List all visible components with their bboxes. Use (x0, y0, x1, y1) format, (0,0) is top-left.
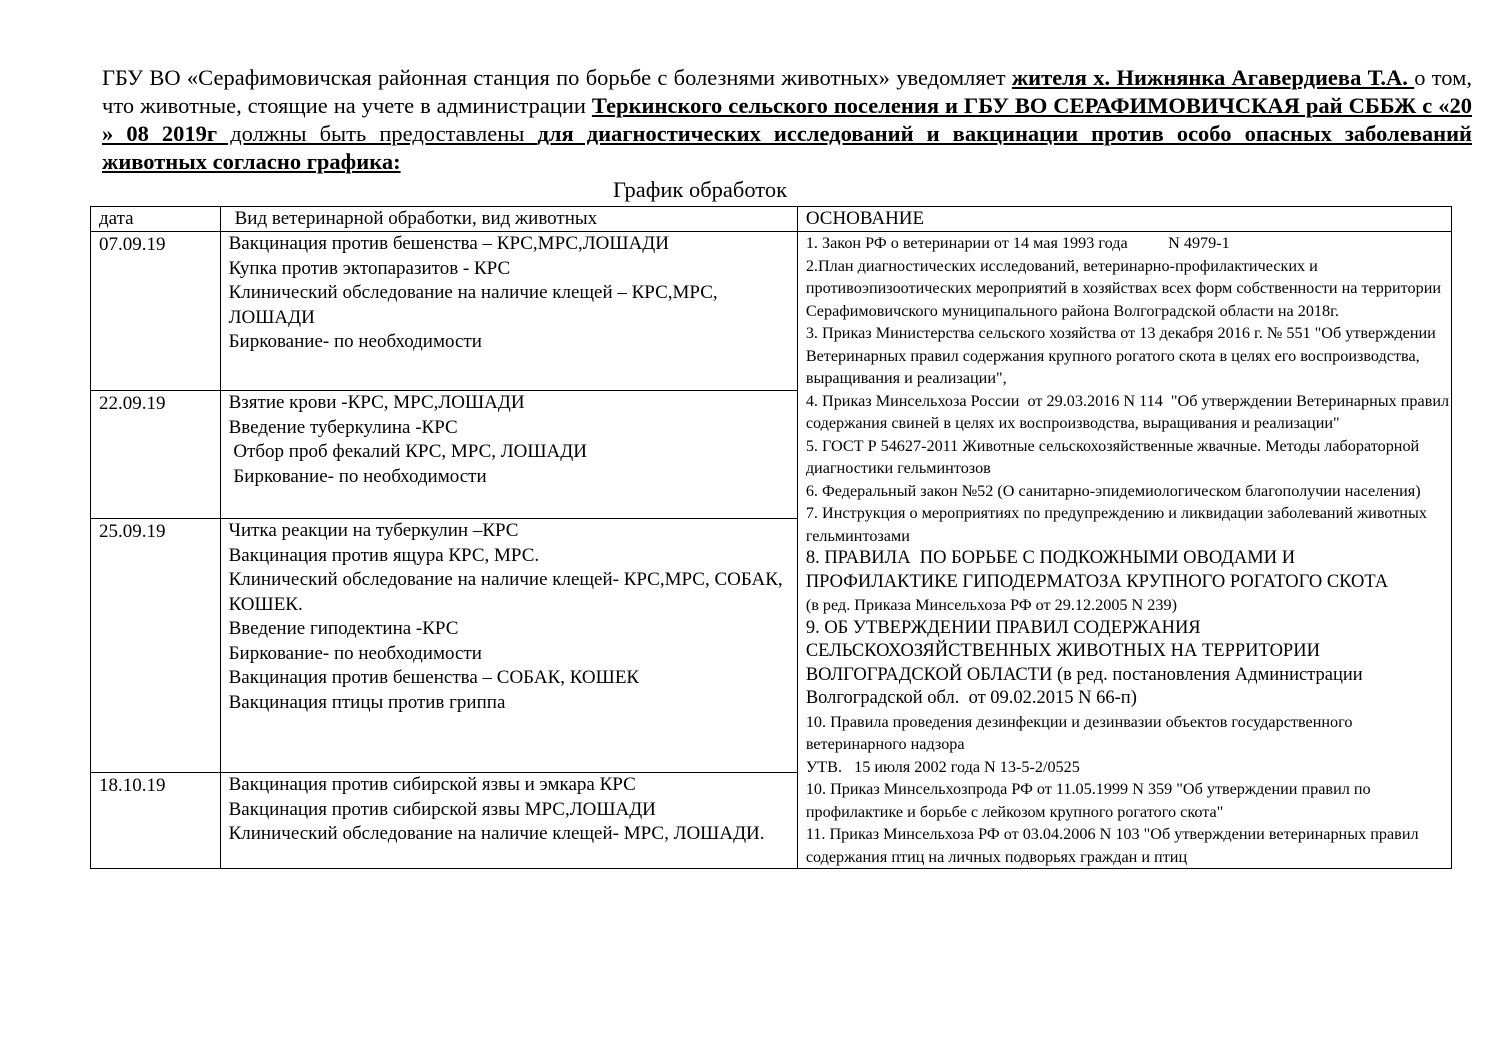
procedures-cell (220, 518, 797, 772)
table-row (91, 232, 1452, 391)
basis-item: 7. Инструкция о мероприятиях по предупреждению и ликвидации заболеваний животных гельминтозами (805, 504, 1431, 545)
basis-item: УТВ. 15 июля 2002 года N 13-5-2/0525 (805, 757, 1080, 776)
basis-item: 9. ОБ УТВЕРЖДЕНИИ ПРАВИЛ СОДЕРЖАНИЯ СЕЛЬСКОХОЗЯЙСТВЕННЫХ ЖИВОТНЫХ НА ТЕРРИТОРИИ ВОЛГОГРАДСКОЙ ОБЛАСТИ (в ред. постановления Администрации Волгоградской обл. от 09.02.2015 N 66-п) (805, 617, 1368, 708)
row-date: 18.10.19 (99, 774, 166, 796)
row-date-cell (91, 232, 221, 391)
procedure-item: Вакцинация против бешенства – КРС,МРС,ЛОШАДИ (228, 233, 669, 254)
notice-purpose: для диагностических исследований и вакцинации против особо опасных заболеваний животных согласно графика: (102, 121, 1472, 174)
procedure-item: Взятие крови -КРС, МРС,ЛОШАДИ (228, 392, 525, 414)
procedures-cell (220, 232, 797, 391)
basis-item: 5. ГОСТ Р 54627-2011 Животные сельскохозяйственные жвачные. Методы лабораторной диагностики гельминтозов (805, 436, 1424, 477)
header-basis: ОСНОВАНИЕ (797, 207, 1451, 232)
procedure-item: Клинический обследование на наличие клещей – КРС,МРС, ЛОШАДИ (228, 282, 723, 328)
basis-item: 6. Федеральный закон №52 (О санитарно-эпидемиологическом благополучии населения) (805, 481, 1421, 500)
notice-text-1: ГБУ ВО «Серафимовичская районная станция по борьбе с болезнями животных» уведомляет (102, 65, 1012, 90)
basis-item: 11. Приказ Минсельхоза РФ от 03.04.2006 N 103 "Об утверждении ветеринарных правил содержания птиц на личных подворьях граждан и птиц (805, 825, 1423, 866)
procedure-item: Читка реакции на туберкулин –КРС (228, 519, 519, 541)
basis-cell (797, 232, 1454, 869)
row-date-cell (91, 391, 221, 519)
procedure-item: Введение гиподектина -КРС (228, 618, 459, 640)
header-procedure-label: Вид ветеринарной обработки, вид животных (234, 208, 598, 229)
procedure-item: Биркование- по необходимости (228, 331, 482, 353)
procedure-item: Вакцинация против сибирской язвы и эмкара КРС (228, 773, 636, 795)
header-procedure (220, 207, 797, 232)
procedure-item: Клинический обследование на наличие клещей- КРС,МРС, СОБАК, КОШЕК. (228, 569, 788, 615)
procedure-item: Биркование- по необходимости (228, 466, 487, 488)
basis-item: (в ред. Приказа Минсельхоза РФ от 29.12.2005 N 239) (805, 596, 1177, 614)
basis-item: 10. Приказ Минсельхозпрода РФ от 11.05.1999 N 359 "Об утверждении правил по профилактике и борьбе с лейкозом крупного рогатого скота" (805, 780, 1375, 821)
notice-paragraph (102, 64, 1472, 176)
procedure-item: Вакцинация птицы против гриппа (228, 692, 506, 714)
procedures-cell (220, 772, 797, 868)
row-date-cell (91, 772, 221, 868)
basis-item: 10. Правила проведения дезинфекции и дезинвазии объектов государственного ветеринарного надзора (805, 712, 1357, 753)
header-date: дата (91, 207, 221, 232)
basis-item: 4. Приказ Минсельхоза России от 29.03.2016 N 114 "Об утверждении Ветеринарных правил содержания свиней в целях их воспроизводства, выращивания и реализации" (805, 391, 1454, 432)
row-date: 07.09.19 (99, 234, 166, 255)
procedure-item: Вакцинация против бешенства – СОБАК, КОШЕК (228, 667, 640, 689)
basis-item: 8. ПРАВИЛА ПО БОРЬБЕ С ПОДКОЖНЫМИ ОВОДАМИ И ПРОФИЛАКТИКЕ ГИПОДЕРМАТОЗА КРУПНОГО РОГАТОГО СКОТА (805, 548, 1389, 592)
basis-item: 2.План диагностических исследований, ветеринарно-профилактических и противоэпизоотических мероприятий в хозяйствах всех форм собственности на территории Серафимовичского муниципального района Волгоградской области на 2018г. (805, 256, 1446, 320)
table-header-row (91, 207, 1452, 232)
row-date: 25.09.19 (99, 520, 166, 542)
procedure-item: Введение туберкулина -КРС (228, 416, 458, 438)
basis-item: 3. Приказ Министерства сельского хозяйства от 13 декабря 2016 г. № 551 "Об утверждении Ветеринарных правил содержания крупного рогатого скота в целях его воспроизводства, выращивания и реализации", (805, 324, 1440, 387)
procedure-item: Вакцинация против сибирской язвы МРС,ЛОШАДИ (228, 798, 656, 820)
procedure-item: Купка против эктопаразитов - КРС (228, 257, 511, 279)
schedule-table (90, 206, 1452, 869)
notice-text-2: о том, что животные, стоящие на учете в администрации (102, 65, 1472, 118)
row-date: 22.09.19 (99, 393, 166, 415)
procedures-cell (220, 391, 797, 519)
resident-name: жителя х. Нижнянка Агавердиева Т.А. (1011, 65, 1415, 90)
administration-name: Теркинского сельского поселения и ГБУ ВО СЕРАФИМОВИЧСКАЯ рай СББЖ с «20 » 08 2019г (102, 93, 1472, 146)
procedure-item: Биркование- по необходимости (228, 642, 482, 664)
procedure-item: Клинический обследование на наличие клещей- МРС, ЛОШАДИ. (228, 823, 765, 845)
procedure-item: Вакцинация против ящура КРС, МРС. (228, 544, 540, 566)
schedule-title: График обработок (612, 177, 788, 202)
notice-text-3: должны быть предоставлены (217, 121, 538, 146)
basis-item: 1. Закон РФ о ветеринарии от 14 мая 1993 года N 4979-1 (805, 234, 1230, 252)
procedure-item: Отбор проб фекалий КРС, МРС, ЛОШАДИ (228, 441, 587, 463)
row-date-cell (91, 518, 221, 772)
